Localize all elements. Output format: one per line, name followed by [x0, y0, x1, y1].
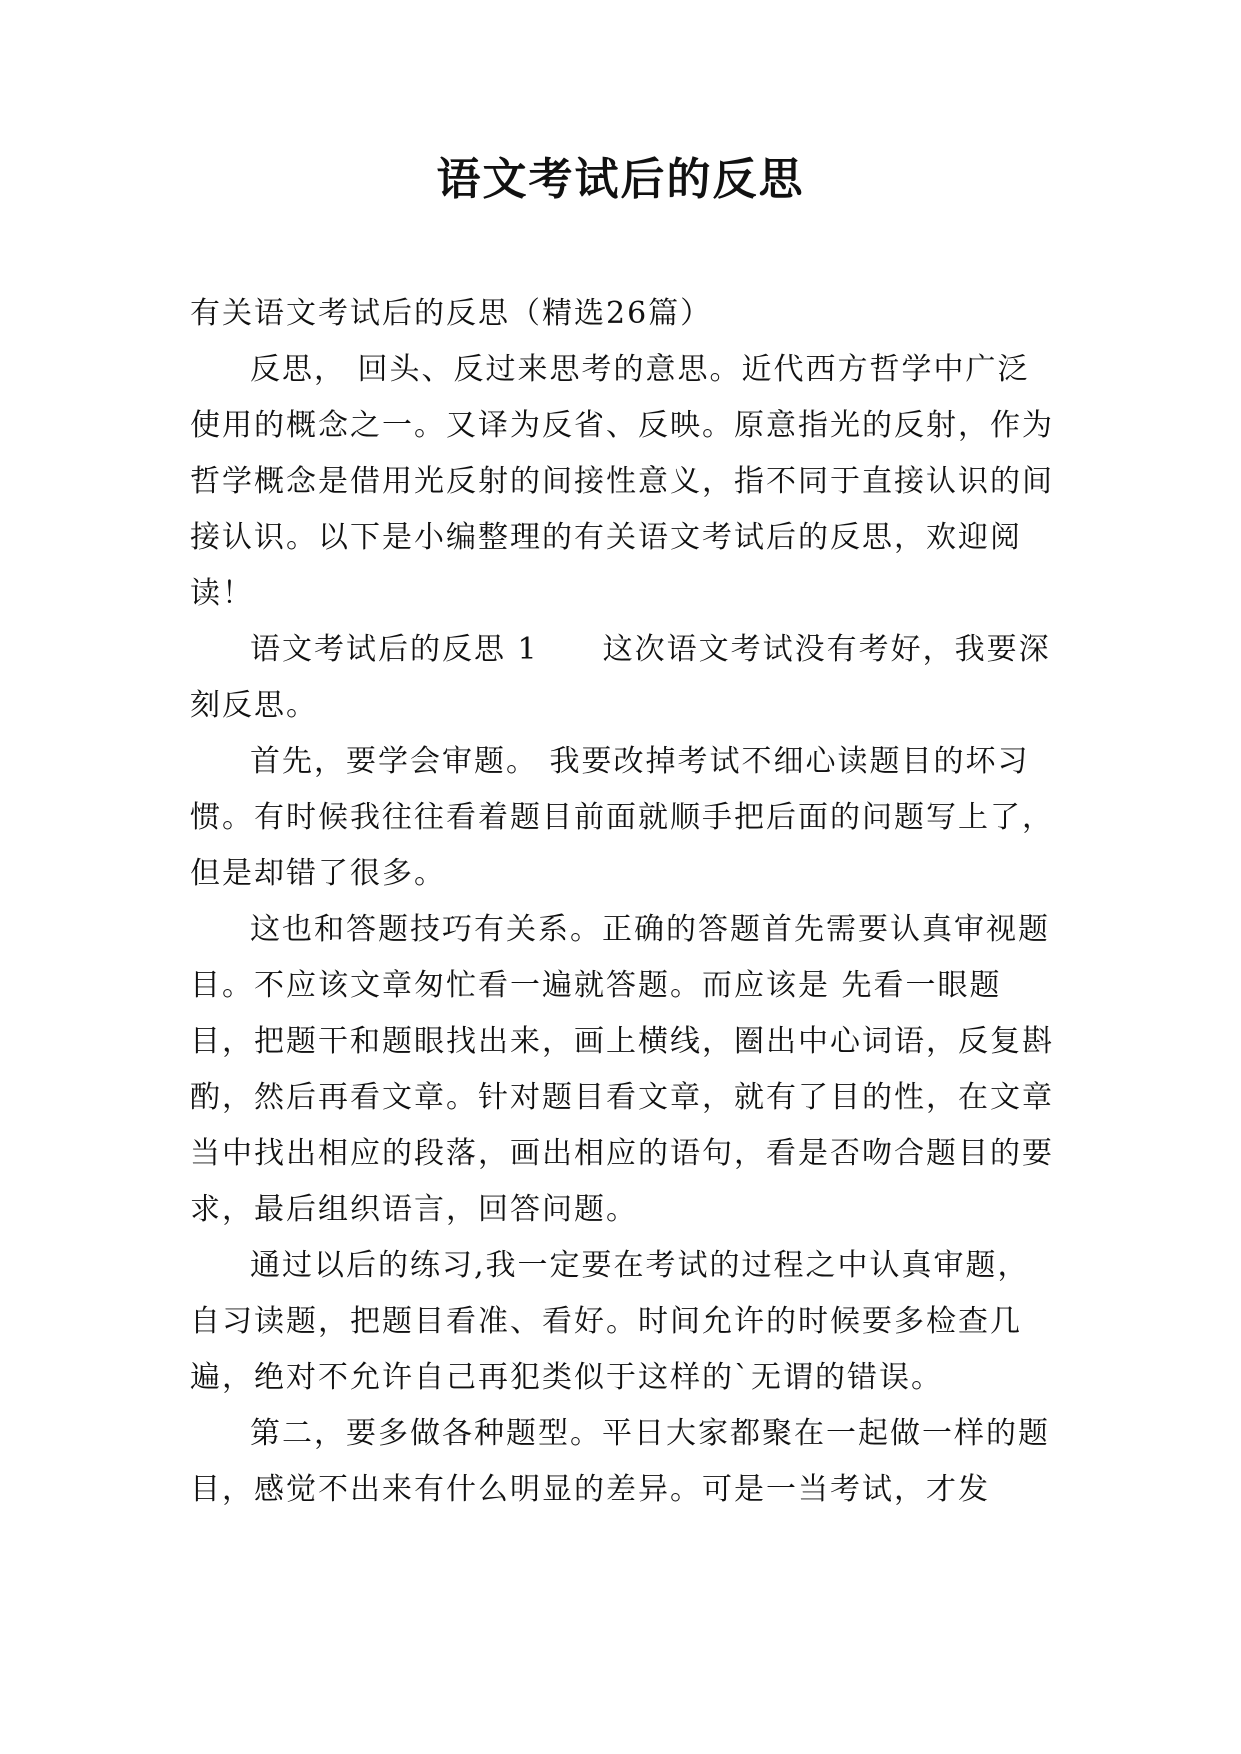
paragraph-practice: 通过以后的练习,我一定要在考试的过程之中认真审题，自习读题，把题目看准、看好。时间允许的时候要多检查几遍，绝对不允许自己再犯类似于这样的`无谓的错误。 — [190, 1248, 1030, 1395]
document-body — [190, 286, 1060, 1518]
document-title: 语文考试后的反思 — [436, 154, 805, 205]
document-subtitle: 有关语文考试后的反思（精选26篇） — [190, 296, 713, 331]
paragraph-section-1-heading: 语文考试后的反思 1 这次语文考试没有考好，我要深刻反思。 — [190, 632, 1051, 723]
paragraph-answer-technique: 这也和答题技巧有关系。正确的答题首先需要认真审视题目。不应该文章匆忙看一遍就答题。而应该是 先看一眼题目，把题干和题眼找出来，画上横线，圈出中心词语，反复斟酌，然后再看文章。针对题目看文章，就有了目的性，在文章当中找出相应的段落，画出相应的语句，看是否吻合题目的要求，最后组织语言，回答问题。 — [190, 912, 1054, 1227]
paragraph-intro: 反思， 回头、反过来思考的意思。近代西方哲学中广泛使用的概念之一。又译为反省、反映。原意指光的反射，作为哲学概念是借用光反射的间接性意义，指不同于直接认识的间接认识。以下是小编整理的有关语文考试后的反思，欢迎阅读！ — [190, 352, 1054, 611]
paragraph-first-point: 首先，要学会审题。 我要改掉考试不细心读题目的坏习惯。有时候我往往看着题目前面就顺手把后面的问题写上了，但是却错了很多。 — [190, 744, 1054, 891]
paragraph-second-point: 第二，要多做各种题型。平日大家都聚在一起做一样的题目，感觉不出来有什么明显的差异。可是一当考试，才发 — [190, 1416, 1050, 1507]
